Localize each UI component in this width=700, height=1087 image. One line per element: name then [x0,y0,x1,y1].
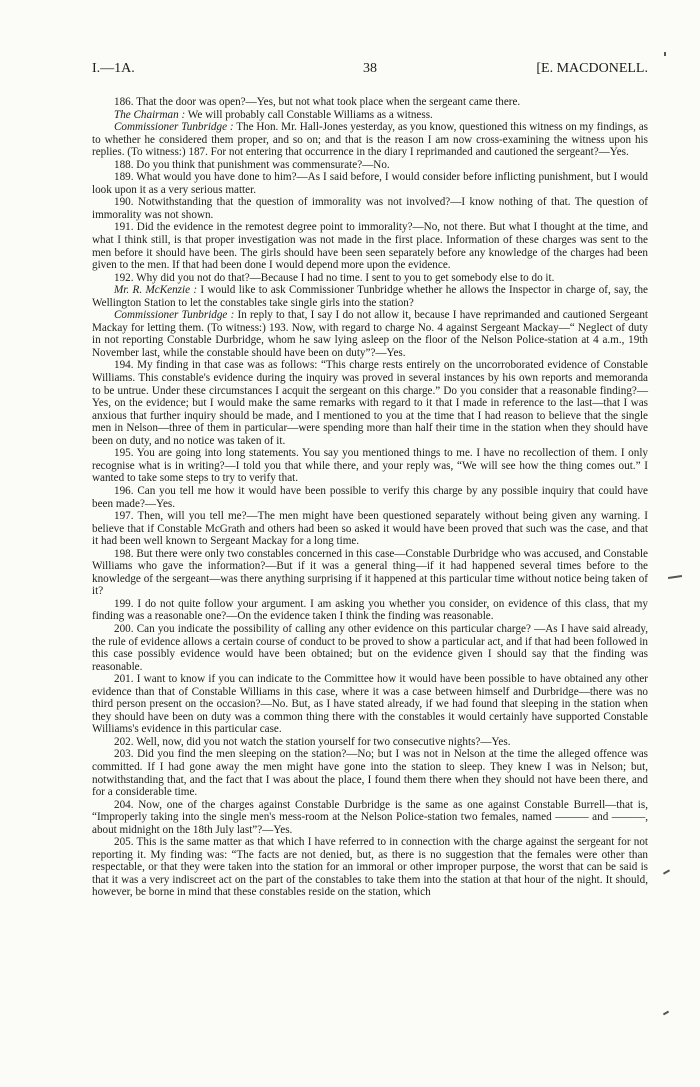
paragraph-text: In reply to that, I say I do not allow it, because I have reprimanded and cautioned Sergeant Mackay for letting them. (To witness:) 193. Now, with regard to charge No. 4 against Sergeant Mackay—“ Neglect of duty in not reporting Constable Durbridge, whom he saw lying asleep on the floor of the Nelson Police-station at 4 a.m., 19th November last, while the constable should have been on duty”?—Yes. [92,309,648,359]
speaker-label: Mr. R. McKenzie : [114,284,198,297]
paragraph-text: 205. This is the same matter as that which I have referred to in connection with the charge against the sergeant for not reporting it. My finding was: “The facts are not denied, but, as there is no suggestion that the females were other than respectable, or that they were taken into the station for an immoral or other improper purpose, the worst that can be said is that it was a very indiscreet act on the part of the constables to take them into the station at that hour of the night. It should, however, be borne in mind that these constables reside on the station, which [92,836,648,899]
paragraph [92,836,648,899]
paragraph-text: 202. Well, now, did you not watch the station yourself for two consecutive nights?—Yes. [114,735,511,748]
paragraph [92,221,648,271]
paragraph-text: 196. Can you tell me how it would have been possible to verify this charge by any possible inquiry that could have been made?—Yes. [92,484,648,510]
speaker-label: Commissioner Tunbridge : [114,309,235,322]
paragraph-text: We will probably call Constable Williams as a witness. [185,108,433,121]
speaker-label: The Chairman : [114,108,186,121]
margin-mark [663,869,670,874]
paragraph-text: The Hon. Mr. Hall-Jones yesterday, as you know, questioned this witness on my findings, as to whether he considered them proper, and so on; and that is the reason I am now cross-examining the witness upon his replies. (To witness:) 187. For not entering that occurrence in the diary I reprimanded and cautioned the sergeant?—Yes. [92,121,648,159]
paragraph-text: 191. Did the evidence in the remotest degree point to immorality?—No, not there. But what I thought at the time, and what I think still, is that proper investigation was not made in the first place. Information of these charges was sent to the men before it should have been. The girls should have been seen separately before any knowledge of the charges had been given to the men. If that had been done I would depend more upon the evidence. [92,221,648,272]
margin-mark [663,1011,669,1016]
paragraph [92,485,648,510]
paragraph [92,359,648,447]
margin-mark [664,52,666,56]
paragraph [92,598,648,623]
paragraph [92,272,648,285]
witness-name: [E. MACDONELL. [536,61,648,76]
paragraph-text: 197. Then, will you tell me?—The men might have been questioned separately without being given any warning. I believe that if Constable McGrath and others had been so asked it would have been proved that such was the case, and that it had been well known to Sergeant Mackay for a long time. [92,510,648,548]
paragraph-text: 194. My finding in that case was as follows: “This charge rests entirely on the uncorroborated evidence of Constable Williams. This constable's evidence during the inquiry was proved in several instances by his own reports and memoranda to be untrue. Under these circumstances I acquit the sergeant on this charge.” Do you consider that a reasonable finding?—Yes, on the evidence; but I would make the same remarks with regard to it that I made in reference to the last—that I was anxious that further inquiry should be made, and I mentioned to you at the time that I had reason to believe that the single men in Nelson—three of them in particular—were spending more than half their time in the station when they should have been on duty, and no notice was taken of it. [92,359,648,447]
paragraph-text: 188. Do you think that punishment was commensurate?—No. [114,158,390,171]
paragraph-text: 200. Can you indicate the possibility of calling any other evidence on this particular charge? —As I have said already, the rule of evidence allows a certain course of conduct to be proved to show a particular act, and if that had been followed in this case possibly evidence would have been obtained; but on the evidence given I should say that the finding was reasonable. [92,622,648,673]
paragraph [92,673,648,736]
margin-mark [668,575,682,579]
paragraph-text: 203. Did you find the men sleeping on the station?—No; but I was not in Nelson at the time the alleged offence was committed. If I had gone away the men might have gone into the station to sleep. They knew I was in Nelson; but, notwithstanding that, and the fact that I was about the place, I found them there when they should not have been there, and for a considerable time. [92,748,648,799]
paragraph [92,171,648,196]
paragraph [92,799,648,837]
paragraph [92,510,648,548]
paragraph [92,284,648,309]
paragraph-text: 195. You are going into long statements. You say you mentioned things to me. I have no recollection of them. I only recognise what is in writing?—I told you that while there, and your reply was, “We will see how the thing comes out.” I wanted to take some steps to try to verify that. [92,447,648,485]
paragraph-text: 198. But there were only two constables concerned in this case—Constable Durbridge who was accused, and Constable Williams who gave the information?—But if it was a general thing—if it had happened several times before to the knowledge of the sergeant—was there anything surprising if it happened at this particular time without notice being taken of it? [92,547,648,598]
paragraph [92,748,648,798]
paragraph-text: 201. I want to know if you can indicate to the Committee how it would have been possible to have obtained any other evidence than that of Constable Williams in this case, where it was a case between himself and Durbridge—there was no third person present on the occasion?—No. But, as I have stated already, if we had found that sleeping in the station when they should have been on duty was a common thing there with the constables it would certainly have supported Constable Williams's evidence in this particular case. [92,673,648,736]
paragraph [92,159,648,172]
page-number: 38 [363,61,377,76]
paragraph [92,736,648,749]
body-text [92,96,648,899]
paragraph [92,623,648,673]
paragraph-text: 190. Notwithstanding that the question of immorality was not involved?—I know nothing of that. The question of immorality was not shown. [92,196,648,221]
paragraph-text: 186. That the door was open?—Yes, but not what took place when the sergeant came there. [114,96,521,108]
page-header [92,61,648,81]
paragraph [92,548,648,598]
paragraph-text: 192. Why did you not do that?—Because I had no time. I sent to you to get somebody else to do it. [114,271,555,284]
paragraph [92,309,648,359]
paragraph-text: 199. I do not quite follow your argument. I am asking you whether you consider, on evidence of this class, that my finding was a reasonable one?—On the evidence taken I think the finding was reasonable. [92,597,648,623]
paragraph [92,109,648,122]
paragraph [92,196,648,221]
paragraph [92,447,648,485]
paragraph [92,96,648,109]
paper-reference: I.—1A. [92,61,135,76]
paragraph-text: I would like to ask Commissioner Tunbridge whether he allows the Inspector in charge of, say, the Wellington Station to let the constables take single girls into the station? [92,284,648,309]
paragraph [92,121,648,159]
speaker-label: Commissioner Tunbridge : [114,121,234,134]
paragraph-text: 189. What would you have done to him?—As I said before, I would consider before inflicting punishment, but I would look upon it as a very serious matter. [92,171,648,196]
paragraph-text: 204. Now, one of the charges against Constable Durbridge is the same as one against Constable Burrell—that is, “Improperly taking into the single men's mess-room at the Nelson Police-station two females, named ——— and ———, about midnight on the 18th July last”?—Yes. [92,798,648,836]
